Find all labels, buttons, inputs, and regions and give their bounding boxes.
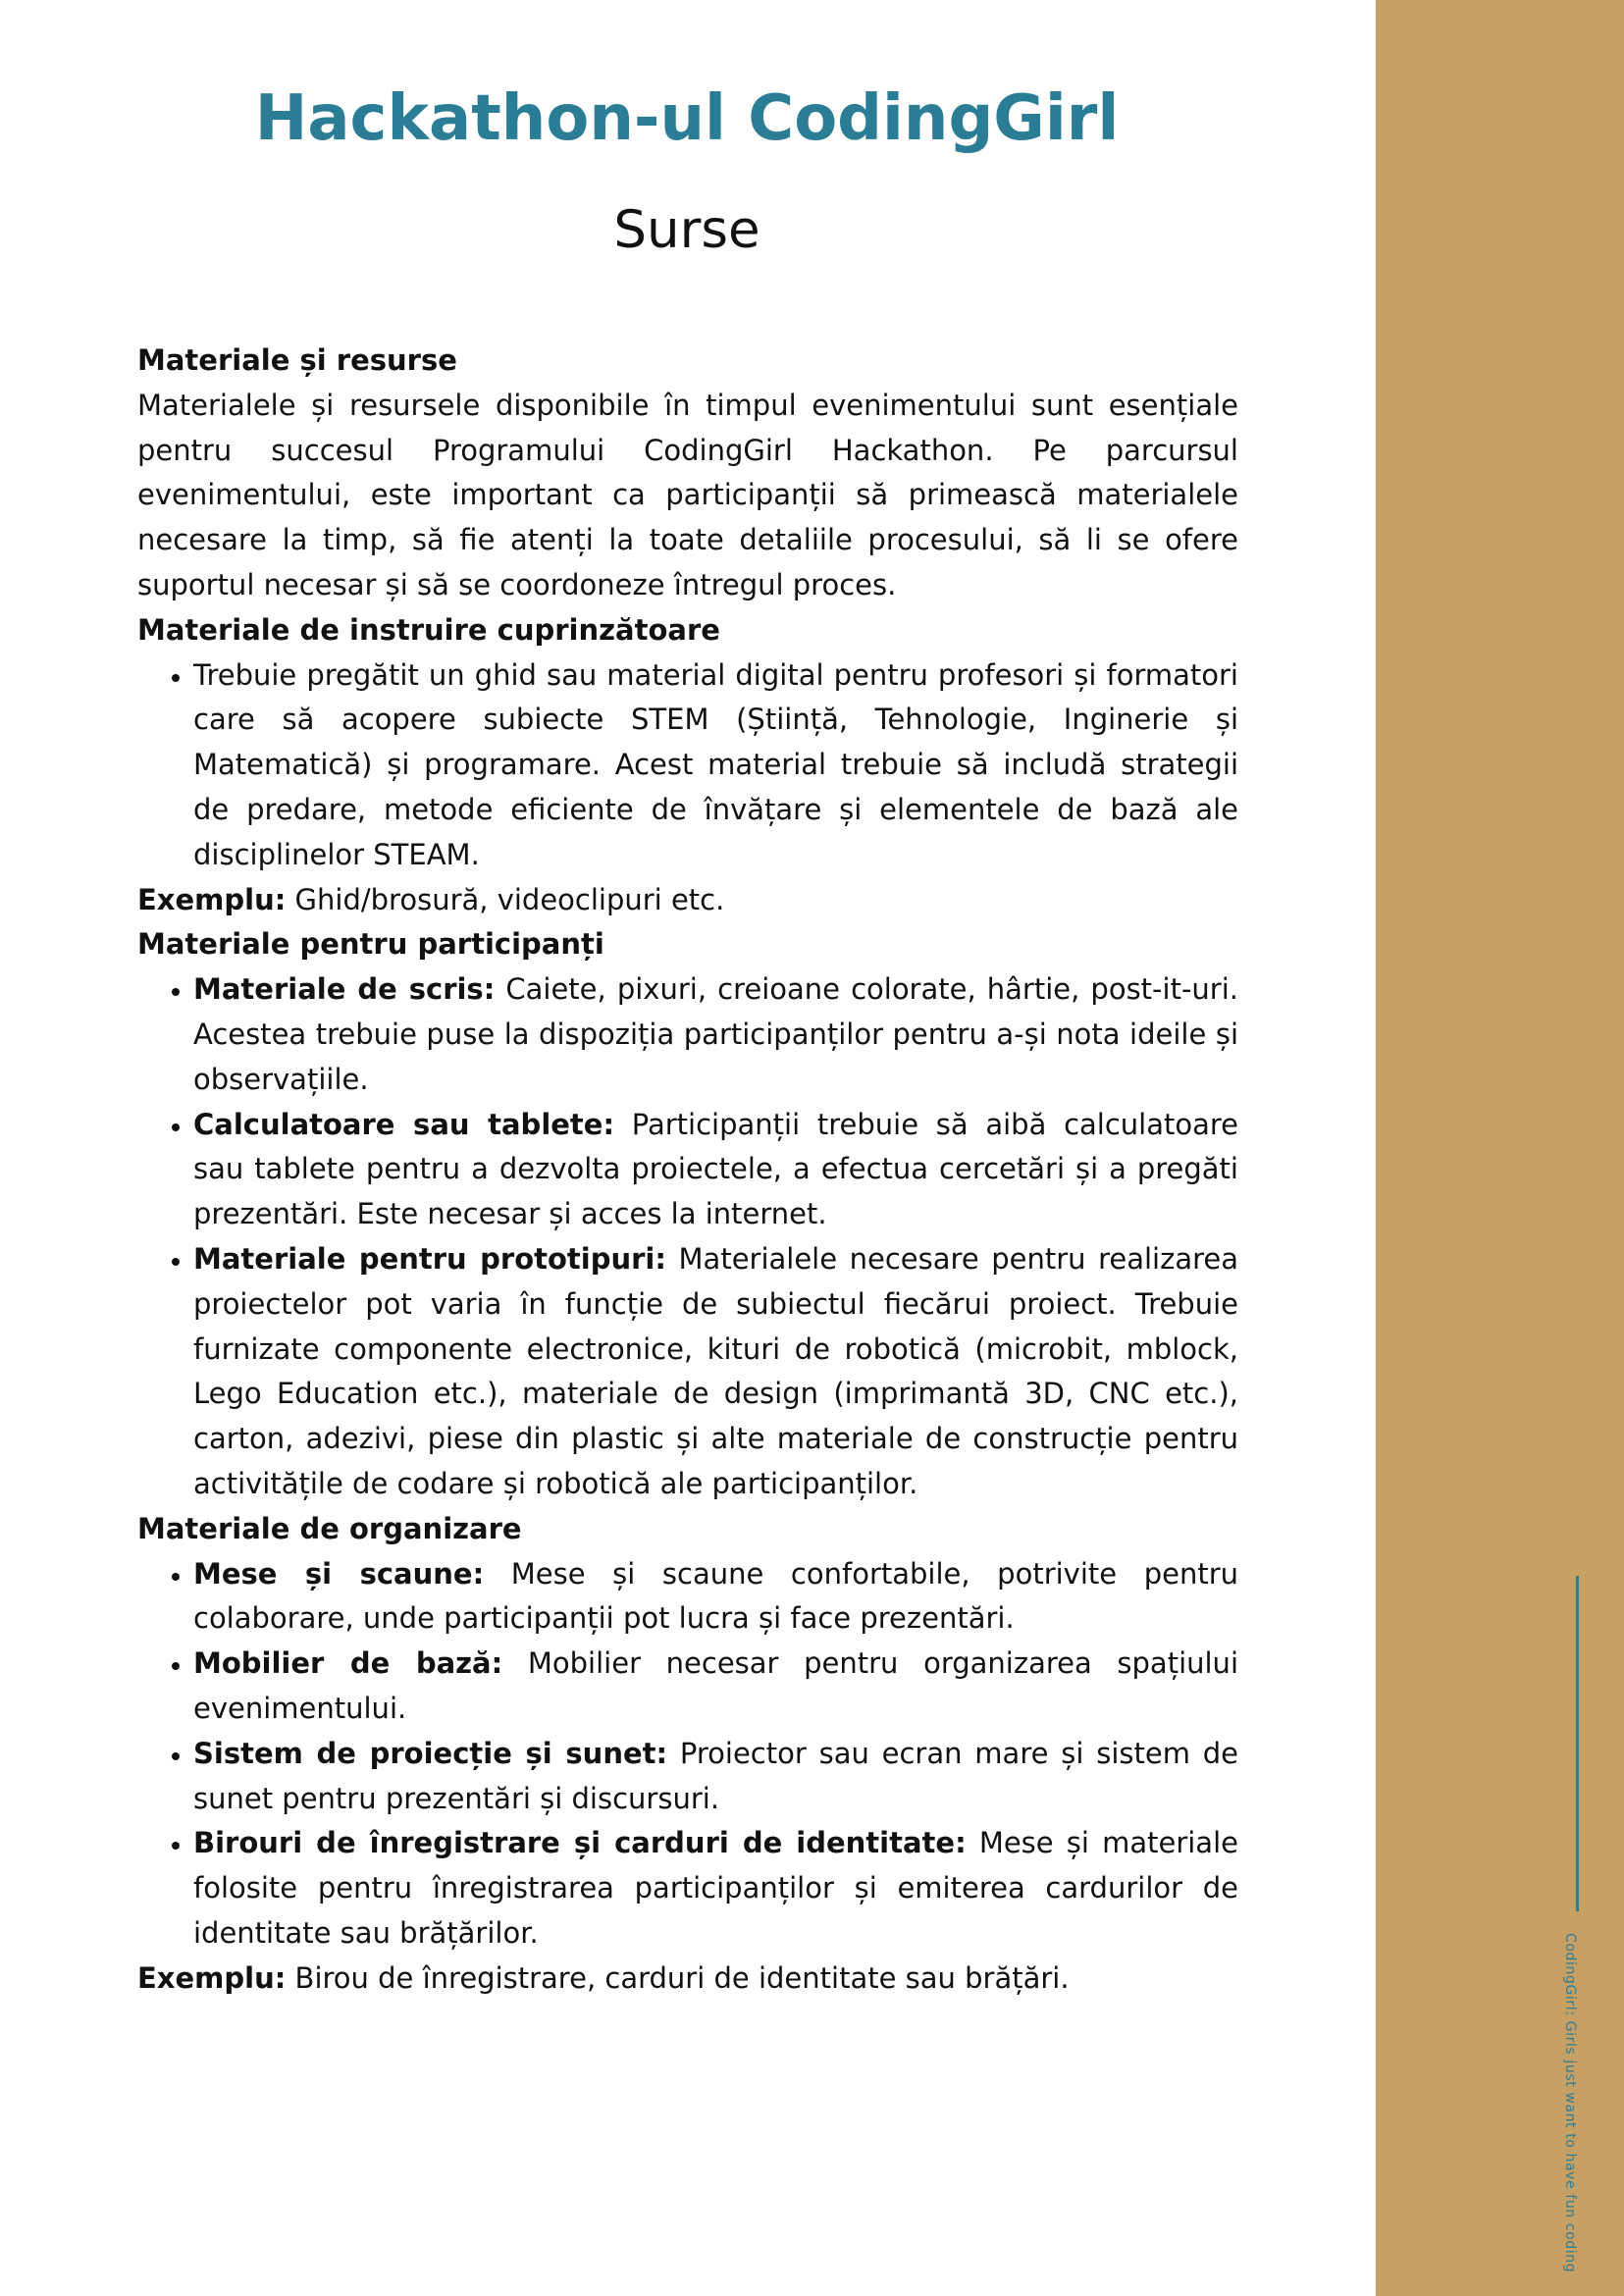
list-item [193, 1103, 1238, 1237]
item-text: Materialele necesare pentru realizarea proiectelor pot varia în funcție de subiectul fiecărui proiect. Trebuie furnizate componente electronice, kituri de robotică (microbit, mblock, Lego Education etc.), materiale de design (imprimantă 3D, CNC etc.), carton, adezivi, piese din plastic și alte materiale de construcție pentru activitățile de codare și robotică ale participanților. [193, 1241, 1238, 1500]
list-item [193, 967, 1238, 1102]
section-heading-training: Materiale de instruire cuprinzătoare [137, 612, 720, 647]
list-item [193, 1821, 1238, 1956]
item-text: Mobilier necesar pentru organizarea spațiului evenimentului. [193, 1646, 1238, 1725]
item-label: Materiale de scris: [193, 972, 496, 1007]
training-list [137, 653, 1238, 878]
organization-list [137, 1552, 1238, 1957]
item-text: Participanții trebuie să aibă calculatoare sau tablete pentru a dezvolta proiectele, a efectua cercetări și a pregăti prezentări. Este necesar și acces la internet. [193, 1107, 1239, 1231]
item-label: Birouri de înregistrare și carduri de identitate: [193, 1826, 967, 1860]
item-label: Sistem de proiecție și sunet: [193, 1736, 668, 1770]
section-heading-participants: Materiale pentru participanți [137, 927, 604, 962]
list-item [193, 1732, 1238, 1822]
list-item [193, 1552, 1238, 1643]
list-item [193, 1642, 1238, 1732]
sidebar-band [1376, 0, 1624, 2296]
page-subtitle: Surse [613, 200, 760, 260]
item-text: Mese și materiale folosite pentru înregistrarea participanților și emiterea cardurilor de identitate sau brățărilor. [193, 1826, 1238, 1950]
item-label: Materiale pentru prototipuri: [193, 1241, 666, 1276]
example-text: Ghid/brosură, videoclipuri etc. [286, 882, 725, 916]
example-label: Exemplu: [137, 1960, 287, 1995]
section-heading-organization: Materiale de organizare [137, 1511, 522, 1545]
item-label: Calculatoare sau tablete: [193, 1107, 615, 1141]
item-label: Mobilier de bază: [193, 1646, 503, 1681]
document-body [137, 339, 1238, 2001]
item-text: Caiete, pixuri, creioane colorate, hârtie, post-it-uri. Acestea trebuie puse la dispoziția participanților pentru a-și nota ideile și observațiile. [193, 972, 1238, 1096]
sidebar-accent-line [1576, 1576, 1579, 1911]
sidebar-tagline: CodingGirl: Girls just want to have fun coding [1562, 1933, 1578, 2273]
training-example [137, 878, 1238, 923]
resources-paragraph: Materialele și resursele disponibile în timpul evenimentului sunt esențiale pentru succesul Programului CodingGirl Hackathon. Pe parcursul evenimentului, este important ca participanții să primească materialele necesare la timp, să fie atenți la toate detaliile procesului, să li se ofere suportul necesar și să se coordoneze întregul proces. [137, 388, 1238, 601]
list-item: • Trebuie pregătit un ghid sau material digital pentru profesori și formatori care să acopere subiecte STEM (Știință, Tehnologie, Inginerie și Matematică) și programare. Acest material trebuie să includă strategii de predare, metode eficiente de învățare și elementele de bază ale disciplinelor STEAM. [193, 653, 1238, 878]
section-heading-resources: Materiale și resurse [137, 343, 457, 377]
item-text: Mese și scaune confortabile, potrivite pentru colaborare, unde participanții pot lucra și face prezentări. [193, 1556, 1238, 1636]
item-text: Proiector sau ecran mare și sistem de sunet pentru prezentări și discursuri. [193, 1736, 1238, 1815]
example-text: Birou de înregistrare, carduri de identitate sau brățări. [286, 1960, 1070, 1995]
example-label: Exemplu: [137, 882, 287, 916]
organization-example [137, 1957, 1238, 2002]
page-title: Hackathon-ul CodingGirl [254, 82, 1120, 155]
item-label: Mese și scaune: [193, 1556, 485, 1591]
list-item [193, 1237, 1238, 1507]
participants-list [137, 967, 1238, 1507]
